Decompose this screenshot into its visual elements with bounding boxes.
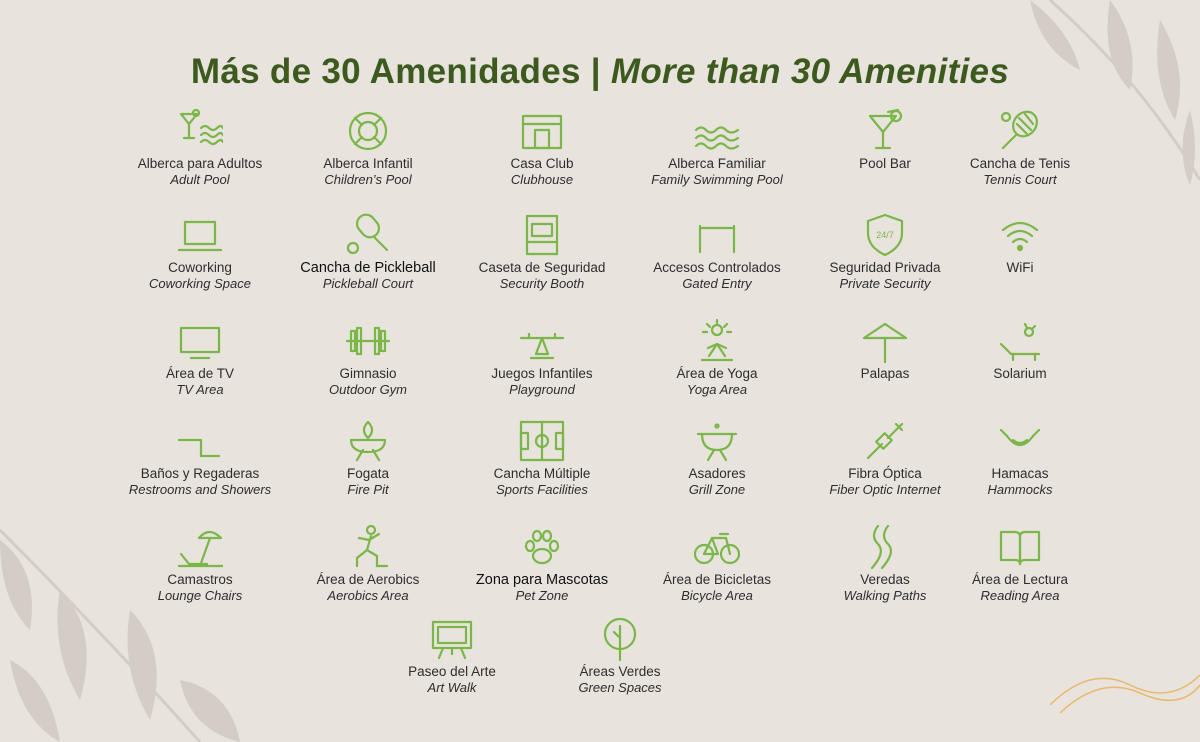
- amenity-label-en: Bicycle Area: [681, 588, 753, 603]
- amenity-label-es: Seguridad Privada: [829, 260, 941, 275]
- amenity-label-es: Casa Club: [510, 156, 574, 171]
- amenity-outdoor-gym: [283, 318, 453, 398]
- amenity-label-en: Fire Pit: [347, 482, 389, 497]
- amenity-label-es: Accesos Controlados: [653, 260, 781, 275]
- amenity-reading-area: [935, 524, 1105, 604]
- amenity-yoga-area: [632, 318, 802, 398]
- amenity-label-en: Lounge Chairs: [157, 588, 243, 603]
- amenity-label-es: Cancha de Pickleball: [300, 260, 436, 276]
- amenity-tennis-court: [935, 108, 1105, 188]
- amenity-label-es: Alberca Familiar: [668, 156, 766, 171]
- amenity-label-en: Grill Zone: [688, 482, 746, 497]
- lifebuoy-icon: [345, 108, 391, 154]
- amenity-label-es: Paseo del Arte: [408, 664, 496, 679]
- dumbbell-icon: [345, 318, 391, 364]
- amenity-restrooms: [115, 418, 285, 498]
- amenity-label-en: Family Swimming Pool: [651, 172, 783, 187]
- amenity-label-es: Cancha Múltiple: [493, 466, 591, 481]
- amenity-label-es: Alberca para Adultos: [137, 156, 263, 171]
- security-booth-icon: [519, 212, 565, 258]
- amenity-label-en: Yoga Area: [686, 382, 748, 397]
- paw-icon: [519, 524, 565, 570]
- sports-field-icon: [519, 418, 565, 464]
- amenity-label-en: Security Booth: [499, 276, 585, 291]
- svg-text:24/7: 24/7: [876, 230, 894, 240]
- title-english: More than 30 Amenities: [610, 52, 1010, 91]
- path-icon: [862, 524, 908, 570]
- amenity-label-es: Área de Bicicletas: [662, 572, 772, 587]
- amenity-label-es: Zona para Mascotas: [475, 572, 609, 588]
- amenity-label-en: Walking Paths: [843, 588, 927, 603]
- amenity-label-es: Veredas: [860, 572, 910, 587]
- amenity-label-es: Alberca Infantil: [323, 156, 413, 171]
- amenity-label-es: Área de TV: [165, 366, 235, 381]
- amenity-label-en: Playground: [509, 382, 575, 397]
- amenity-childrens-pool: [283, 108, 453, 188]
- amenity-label-en: Private Security: [839, 276, 931, 291]
- shield-24-7-icon: [862, 212, 908, 258]
- laptop-icon: [177, 212, 223, 258]
- amenity-lounge-chairs: [115, 524, 285, 604]
- amenity-pet-zone: [457, 524, 627, 604]
- fiber-optic-icon: [862, 418, 908, 464]
- aerobics-icon: [345, 524, 391, 570]
- title-spanish: Más de 30 Amenidades: [190, 52, 581, 91]
- waves-icon: [694, 108, 740, 154]
- amenity-label-en: Restrooms and Showers: [128, 482, 272, 497]
- amenity-security-booth: [457, 212, 627, 292]
- amenity-label-es: Caseta de Seguridad: [478, 260, 606, 275]
- amenity-label-en: Aerobics Area: [327, 588, 409, 603]
- amenity-label-es: Coworking: [168, 260, 232, 275]
- amenity-label-es: Gimnasio: [339, 366, 397, 381]
- amenity-bicycle-area: [632, 524, 802, 604]
- amenity-label-en: Pickleball Court: [322, 276, 414, 291]
- amenity-label-es: Áreas Verdes: [579, 664, 661, 679]
- amenity-label-es: Palapas: [860, 366, 910, 381]
- gate-icon: [694, 212, 740, 258]
- amenity-label-en: Sports Facilities: [496, 482, 588, 497]
- amenity-playground: [457, 318, 627, 398]
- beach-chair-icon: [177, 524, 223, 570]
- hammock-icon: [997, 418, 1043, 464]
- tennis-racket-icon: [997, 108, 1043, 154]
- cocktail-icon: [862, 108, 908, 154]
- bicycle-icon: [694, 524, 740, 570]
- amenity-label-es: Cancha de Tenis: [969, 156, 1071, 171]
- amenity-green-spaces: [535, 616, 705, 696]
- amenity-adult-pool: [115, 108, 285, 188]
- amenity-label-en: Tennis Court: [983, 172, 1057, 187]
- amenity-label-es: Juegos Infantiles: [491, 366, 593, 381]
- amenity-label-en: Green Spaces: [578, 680, 662, 695]
- amenity-label-es: Área de Lectura: [971, 572, 1069, 587]
- amenity-label-en: Hammocks: [987, 482, 1053, 497]
- amenity-wifi: [935, 212, 1105, 276]
- page-title: [0, 52, 1200, 92]
- amenity-label-en: Outdoor Gym: [328, 382, 408, 397]
- amenity-label-en: Fiber Optic Internet: [829, 482, 941, 497]
- amenity-gated-entry: [632, 212, 802, 292]
- amenity-fire-pit: [283, 418, 453, 498]
- umbrella-icon: [862, 318, 908, 364]
- amenity-label-es: Asadores: [688, 466, 746, 481]
- amenity-solarium: [935, 318, 1105, 382]
- tree-icon: [597, 616, 643, 662]
- sun-lounger-icon: [997, 318, 1043, 364]
- amenity-label-es: Hamacas: [991, 466, 1049, 481]
- amenity-label-es: Área de Aerobics: [316, 572, 420, 587]
- amenity-label-en: Reading Area: [980, 588, 1060, 603]
- amenity-label-en: Children’s Pool: [324, 172, 412, 187]
- title-separator: |: [580, 52, 611, 91]
- amenity-label-es: Solarium: [993, 366, 1047, 381]
- amenity-aerobics-area: [283, 524, 453, 604]
- amenity-coworking: [115, 212, 285, 292]
- amenity-hammocks: [935, 418, 1105, 498]
- cocktail-waves-icon: [177, 108, 223, 154]
- amenity-label-es: Pool Bar: [859, 156, 911, 171]
- tv-icon: [177, 318, 223, 364]
- amenity-label-en: Clubhouse: [510, 172, 574, 187]
- amenity-tv-area: [115, 318, 285, 398]
- amenity-label-es: Camastros: [167, 572, 233, 587]
- amenity-label-es: Fogata: [346, 466, 390, 481]
- seesaw-icon: [519, 318, 565, 364]
- amenity-pickleball-court: [283, 212, 453, 292]
- yoga-icon: [694, 318, 740, 364]
- amenity-label-en: Adult Pool: [170, 172, 230, 187]
- wifi-icon: [997, 212, 1043, 258]
- amenity-clubhouse: [457, 108, 627, 188]
- amenity-label-es: Área de Yoga: [676, 366, 758, 381]
- grill-icon: [694, 418, 740, 464]
- amenity-family-pool: [632, 108, 802, 188]
- wave-line-decoration: [1050, 655, 1200, 715]
- amenity-label-en: Coworking Space: [149, 276, 251, 291]
- fire-pit-icon: [345, 418, 391, 464]
- pickleball-paddle-icon: [345, 212, 391, 258]
- amenity-label-es: Fibra Óptica: [848, 466, 922, 481]
- amenity-label-en: Pet Zone: [515, 588, 569, 603]
- amenity-label-en: Art Walk: [427, 680, 477, 695]
- shower-icon: [177, 418, 223, 464]
- clubhouse-icon: [519, 108, 565, 154]
- amenity-grill-zone: [632, 418, 802, 498]
- easel-icon: [429, 616, 475, 662]
- amenity-label-en: Gated Entry: [682, 276, 752, 291]
- amenity-art-walk: [367, 616, 537, 696]
- book-icon: [997, 524, 1043, 570]
- amenity-label-en: TV Area: [176, 382, 224, 397]
- amenity-label-es: Baños y Regaderas: [140, 466, 260, 481]
- amenity-label-es: WiFi: [1006, 260, 1034, 275]
- amenity-sports-facilities: [457, 418, 627, 498]
